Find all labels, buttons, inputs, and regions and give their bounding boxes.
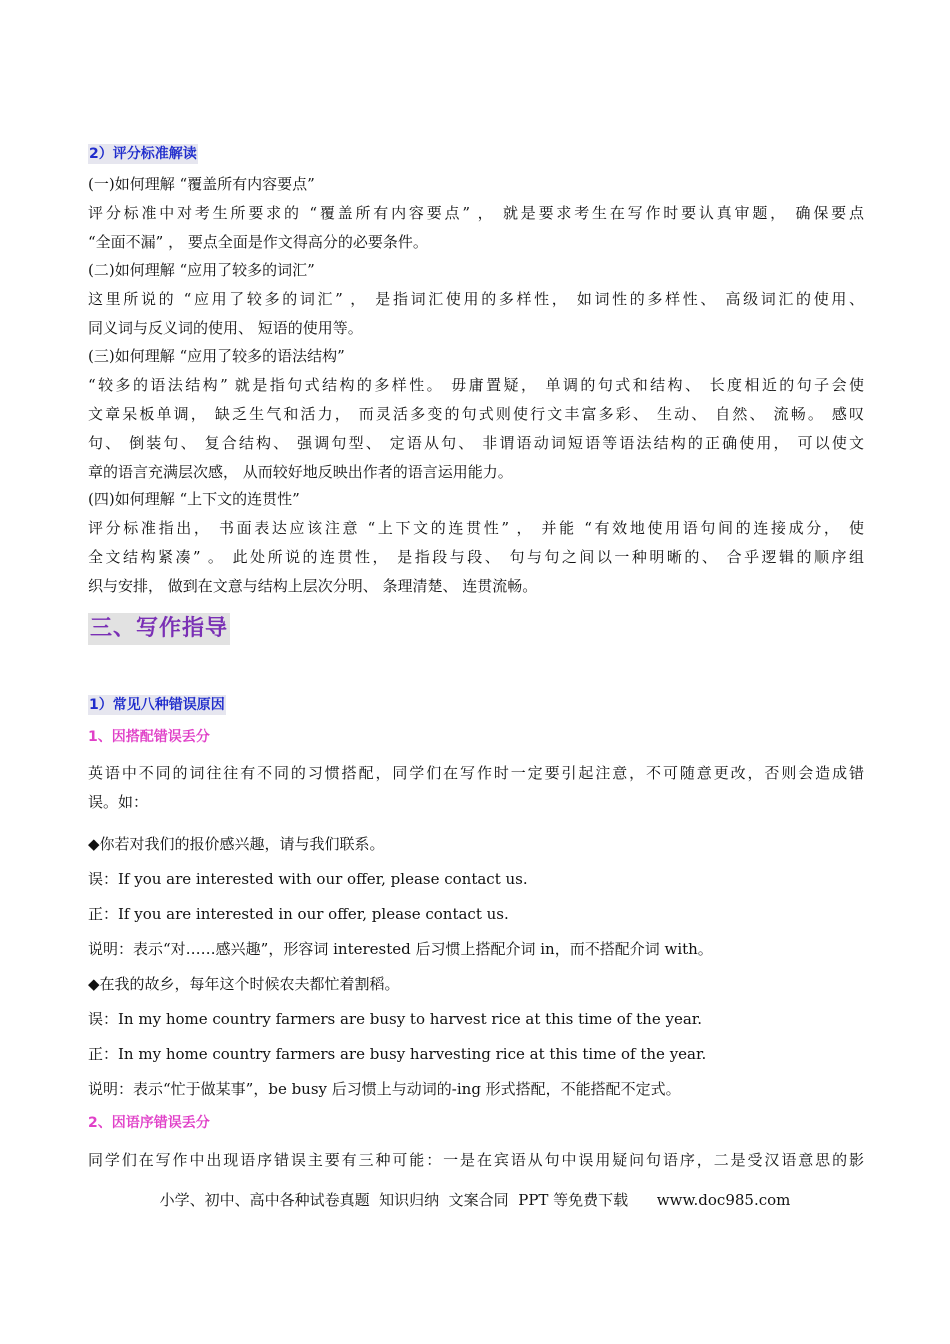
q1-line-1: 评分标准中对考生所要求的 “覆盖所有内容要点” ， 就是要求考生在写作时要认真审题， 确保要点 [88,204,864,222]
heading-writing-guide: 三、写作指导 [88,613,230,645]
q3-line-1: “较多的语法结构” 就是指句式结构的多样性。 毋庸置疑， 单调的句式和结构、 长度相近的句子会使 [88,376,864,394]
section-heading-writing-guide [88,613,864,645]
q4-paragraph [88,514,864,601]
example1-note: 说明：表示“对……感兴趣”，形容词 interested 后习惯上搭配介词 in，而不搭配介词 with。 [88,940,713,958]
page-footer: 小学、初中、高中各种试卷真题 知识归纳 文案合同 PPT 等免费下载 www.doc985.com [159,1191,791,1209]
example2-wrong: 误：In my home country farmers are busy to harvest rice at this time of the year. [88,1010,703,1028]
example1-prompt: ◆你若对我们的报价感兴趣，请与我们联系。 [88,835,385,853]
q3-line-2: 文章呆板单调， 缺乏生气和活力， 而灵活多变的句式则使行文丰富多彩、 生动、 自然、 流畅。 感叹 [88,405,864,423]
example2-right: 正：In my home country farmers are busy harvesting rice at this time of the year. [88,1045,707,1063]
item1-intro [88,759,864,817]
item2-intro-line-1: 同学们在写作中出现语序错误主要有三种可能：一是在宾语从句中误用疑问句语序，二是受汉语意思的影 [88,1151,864,1169]
example1-right: 正：If you are interested in our offer, please contact us. [88,905,509,923]
q1-block [88,170,864,257]
item2-title-block [88,1112,864,1134]
example2-note: 说明：表示“忙于做某事”，be busy 后习惯上与动词的-ing 形式搭配，不能搭配不定式。 [88,1080,681,1098]
subsection-common-errors [88,694,864,715]
q2-title: (二)如何理解 “应用了较多的词汇” [88,261,315,279]
q4-line-1: 评分标准指出， 书面表达应该注意 “上下文的连贯性” ， 并能 “有效地使用语句间的连接成分， 使 [88,519,864,537]
q2-line-1: 这里所说的 “应用了较多的词汇” ， 是指词汇使用的多样性， 如词性的多样性、 高级词汇的使用、 [88,290,864,308]
section-heading-scoring [88,143,864,164]
q2-line-2: 同义词与反义词的使用、 短语的使用等。 [88,319,363,337]
q1-paragraph [88,199,864,257]
item1-title-block [88,726,864,748]
q3-title: (三)如何理解 “应用了较多的语法结构” [88,347,345,365]
heading-common-errors: 1）常见八种错误原因 [89,697,225,713]
q3-line-3: 句、 倒装句、 复合结构、 强调句型、 定语从句、 非谓语动词短语等语法结构的正确使用， 可以使文 [88,434,864,452]
q3-block [88,342,864,487]
q4-line-2: 全文结构紧凑” 。 此处所说的连贯性， 是指段与段、 句与句之间以一种明晰的、 合乎逻辑的顺序组 [88,548,864,566]
q4-line-3: 织与安排， 做到在文意与结构上层次分明、 条理清楚、 连贯流畅。 [88,577,538,595]
q1-title: (一)如何理解 “覆盖所有内容要点” [88,175,315,193]
q2-paragraph [88,285,864,343]
q4-title: (四)如何理解 “上下文的连贯性” [88,490,300,508]
item1-title: 1、因搭配错误丢分 [88,729,210,745]
q4-block [88,485,864,601]
item2-intro [88,1146,864,1175]
item1-intro-line-2: 误。如： [88,793,149,811]
q1-line-2: “全面不漏” ， 要点全面是作文得高分的必要条件。 [88,233,428,251]
heading-scoring-criteria: 2）评分标准解读 [89,146,197,162]
q2-block [88,256,864,343]
q3-line-4: 章的语言充满层次感， 从而较好地反映出作者的语言运用能力。 [88,463,513,481]
example1-wrong: 误：If you are interested with our offer, please contact us. [88,870,528,888]
q3-paragraph [88,371,864,487]
item2-title: 2、因语序错误丢分 [88,1115,210,1131]
example2-prompt: ◆在我的故乡，每年这个时候农夫都忙着割稻。 [88,975,400,993]
item1-intro-line-1: 英语中不同的词往往有不同的习惯搭配，同学们在写作时一定要引起注意，不可随意更改，否则会造成错 [88,764,864,782]
